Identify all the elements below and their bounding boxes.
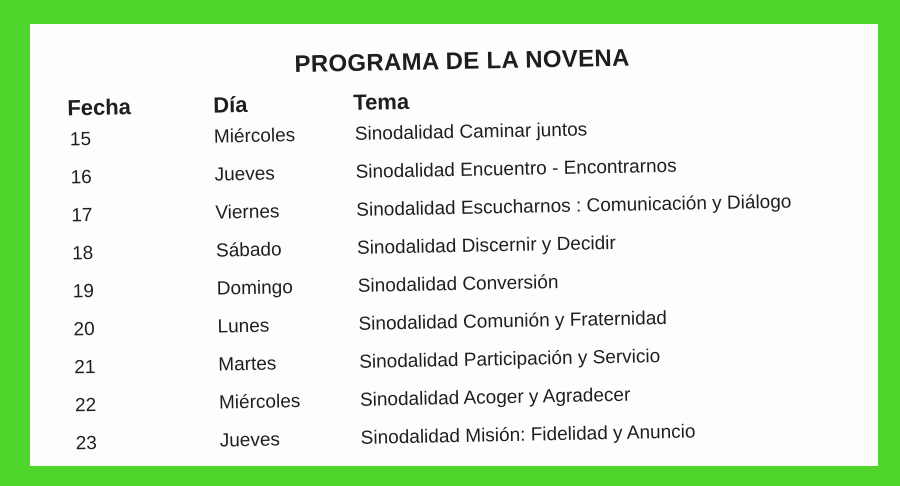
dia-cell: Jueves	[214, 163, 276, 186]
fecha-cell: 15	[69, 128, 92, 151]
dia-cell: Martes	[218, 353, 277, 376]
tema-cell: Sinodalidad Encuentro - Encontrarnos	[355, 155, 677, 183]
tema-cell: Sinodalidad Caminar juntos	[354, 119, 588, 145]
fecha-cell: 18	[71, 242, 94, 265]
column-header-dia: Día	[213, 91, 248, 118]
fecha-cell: 21	[74, 356, 96, 379]
fecha-cell: 17	[71, 204, 93, 227]
column-header-fecha: Fecha	[67, 94, 132, 121]
column-header-tema: Tema	[353, 88, 410, 115]
tema-cell: Sinodalidad Misión: Fidelidad y Anuncio	[360, 421, 696, 449]
document-title: PROGRAMA DE LA NOVENA	[294, 44, 630, 79]
fecha-cell: 22	[74, 394, 97, 417]
dia-cell: Domingo	[216, 277, 294, 300]
tema-cell: Sinodalidad Acoger y Agradecer	[359, 384, 631, 411]
fecha-cell: 19	[72, 280, 95, 303]
dia-cell: Lunes	[217, 315, 270, 338]
tema-cell: Sinodalidad Discernir y Decidir	[356, 232, 616, 259]
tema-cell: Sinodalidad Participación y Servicio	[359, 346, 661, 373]
schedule-table	[30, 110, 878, 466]
dia-cell: Miércoles	[213, 125, 296, 148]
fecha-cell: 23	[75, 432, 98, 455]
tema-cell: Sinodalidad Escucharnos : Comunicación y Diálogo	[356, 191, 792, 221]
program-sheet	[30, 24, 878, 466]
dia-cell: Sábado	[215, 239, 282, 262]
dia-cell: Jueves	[219, 429, 281, 452]
fecha-cell: 16	[70, 166, 92, 189]
tema-cell: Sinodalidad Comunión y Fraternidad	[358, 307, 668, 335]
dia-cell: Viernes	[215, 201, 280, 224]
dia-cell: Miércoles	[218, 390, 301, 414]
tema-cell: Sinodalidad Conversión	[357, 272, 559, 297]
fecha-cell: 20	[73, 318, 95, 341]
document-frame	[30, 24, 878, 466]
